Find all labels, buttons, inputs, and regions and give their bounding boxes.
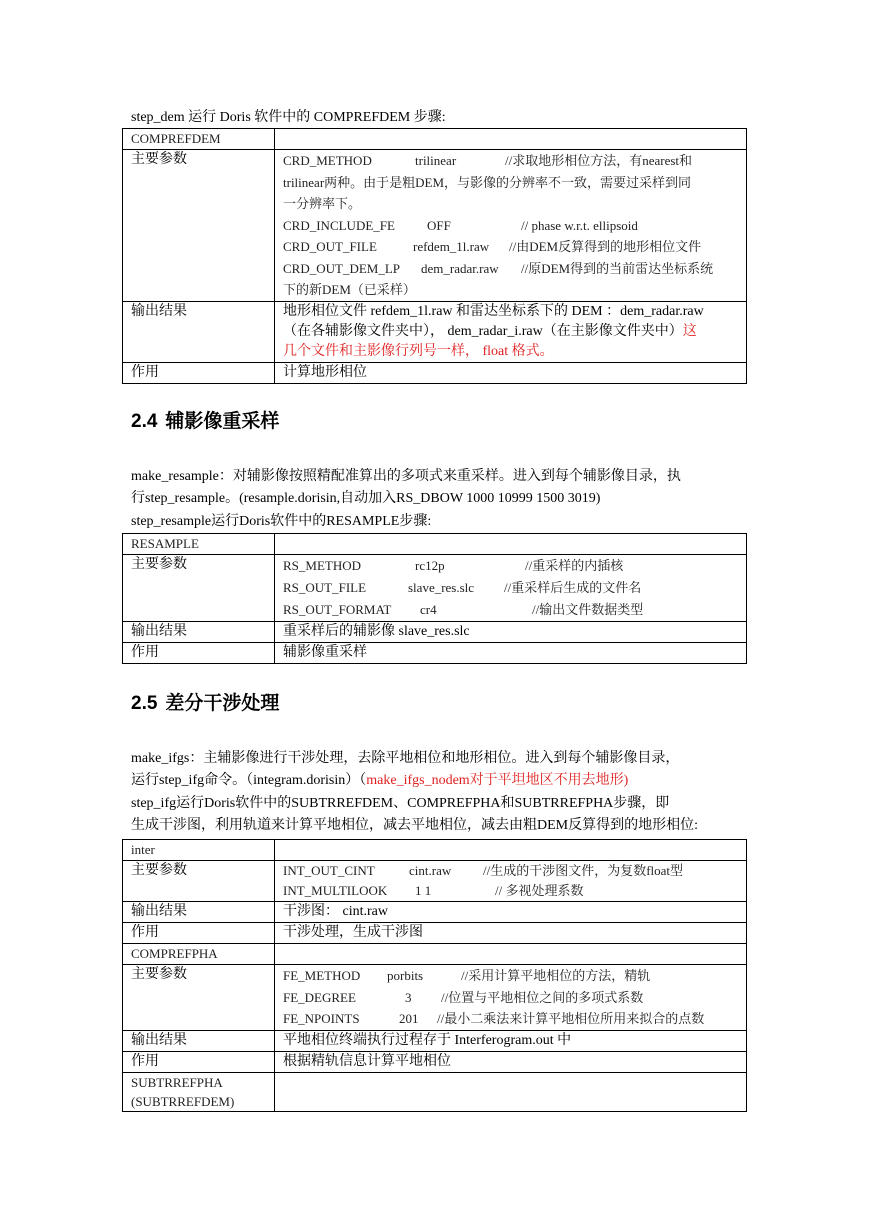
table-row: [123, 129, 747, 150]
table-row: [123, 643, 747, 664]
table-row: [123, 150, 747, 302]
resample-paragraph-line3: step_resample运行Doris软件中的RESAMPLE步骤:: [131, 514, 432, 529]
output-label: 输出结果: [123, 622, 275, 643]
ifgs-paragraph-line1: make_ifgs：主辅影像进行干涉处理，去除平地相位和地形相位。进入到每个辅影像目录，: [131, 751, 680, 766]
table-row: [123, 944, 747, 965]
purpose-label: 作用: [123, 643, 275, 664]
output-cell: 重采样后的辅影像 slave_res.slc: [275, 622, 747, 643]
params-cell: RS_METHOD rc12p //重采样的内插核 RS_OUT_FILE slave_res.slc //重采样后生成的文件名 RS_OUT_FORMAT cr4 //输出文件数据类型: [275, 555, 747, 622]
params-label: 主要参数: [123, 150, 275, 302]
table-row: [123, 622, 747, 643]
purpose-cell: 辅影像重采样: [275, 643, 747, 664]
purpose-cell: 根据精轨信息计算平地相位: [275, 1051, 747, 1072]
ifgs-paragraph-line4: 生成干涉图，利用轨道来计算平地相位，减去平地相位，减去由粗DEM反算得到的地形相位:: [131, 818, 698, 833]
output-cell: 平地相位终端执行过程存于 Interferogram.out 中: [275, 1030, 747, 1051]
output-label: 输出结果: [123, 902, 275, 923]
output-cell: 地形相位文件 refdem_1l.raw 和雷达坐标系下的 DEM ：dem_radar.raw （在各辅影像文件夹中）， dem_radar_i.raw（在主影像文件夹中）这 几个文件和主影像行列号一样， float 格式。: [275, 301, 747, 362]
table-row: [123, 555, 747, 622]
params-cell: FE_METHOD porbits //采用计算平地相位的方法，精轨 FE_DEGREE 3 //位置与平地相位之间的多项式系数 FE_NPOINTS 201 //最小二乘法来计算平地相位所用来拟合的点数: [275, 965, 747, 1031]
params-label: 主要参数: [123, 555, 275, 622]
resample-paragraph-line2: 行step_resample。(resample.dorisin,自动加入RS_DBOW 1000 10999 1500 3019): [131, 491, 601, 506]
step-name-cell: SUBTRREFPHA (SUBTRREFDEM): [123, 1072, 275, 1111]
table-row: [123, 902, 747, 923]
ifgs-paragraph-line2: 运行step_ifg命令。（integram.dorisin）（make_ifgs_nodem对于平坦地区不用去地形): [131, 773, 629, 788]
comprefdem-intro: step_dem 运行 Doris 软件中的 COMPREFDEM 步骤:: [131, 110, 446, 125]
params-label: 主要参数: [123, 965, 275, 1031]
purpose-label: 作用: [123, 923, 275, 944]
ifgs-table: [122, 839, 747, 1112]
resample-table: [122, 533, 747, 664]
ifgs-paragraph-line3: step_ifg运行Doris软件中的SUBTRREFDEM、COMPREFPHA和SUBTRREFPHA步骤，即: [131, 796, 670, 811]
table-row: [123, 923, 747, 944]
params-label: 主要参数: [123, 861, 275, 902]
table-row: [123, 965, 747, 1031]
output-cell: 干涉图： cint.raw: [275, 902, 747, 923]
table-row: [123, 1072, 747, 1111]
table-row: [123, 1030, 747, 1051]
table-row: [123, 840, 747, 861]
params-cell: CRD_METHOD trilinear //求取地形相位方法，有nearest和 trilinear两种。由于是粗DEM，与影像的分辨率不一致，需要过采样到同 一分辨率下。 CRD_INCLUDE_FE OFF // phase w.r.t. ellipsoid CRD_OUT_FILE refdem_1l.raw //由DEM反算得到的地形相位文件 CRD_OUT_DEM_LP dem_radar.raw //原DEM得到的当前雷达坐标系统 下的新DEM（已采样）: [275, 150, 747, 302]
table-row: [123, 861, 747, 902]
purpose-cell: 计算地形相位: [275, 362, 747, 383]
output-label: 输出结果: [123, 1030, 275, 1051]
purpose-label: 作用: [123, 1051, 275, 1072]
table-row: [123, 362, 747, 383]
params-cell: INT_OUT_CINT cint.raw //生成的干涉图文件，为复数float型 INT_MULTILOOK 1 1 // 多视处理系数: [275, 861, 747, 902]
table-row: [123, 534, 747, 555]
output-label: 输出结果: [123, 301, 275, 362]
step-name-cell: inter: [123, 840, 275, 861]
table-row: [123, 301, 747, 362]
comprefdem-table: [122, 128, 747, 384]
section-heading-2-4: 2.4 辅影像重采样: [131, 411, 280, 432]
table-row: [123, 1051, 747, 1072]
resample-paragraph-line1: make_resample：对辅影像按照精配准算出的多项式来重采样。进入到每个辅影像目录，执: [131, 469, 681, 484]
purpose-cell: 干涉处理，生成干涉图: [275, 923, 747, 944]
step-name-cell: COMPREFPHA: [123, 944, 275, 965]
purpose-label: 作用: [123, 362, 275, 383]
step-name-cell: COMPREFDEM: [123, 129, 275, 150]
section-heading-2-5: 2.5 差分干涉处理: [131, 693, 280, 714]
step-name-cell: RESAMPLE: [123, 534, 275, 555]
